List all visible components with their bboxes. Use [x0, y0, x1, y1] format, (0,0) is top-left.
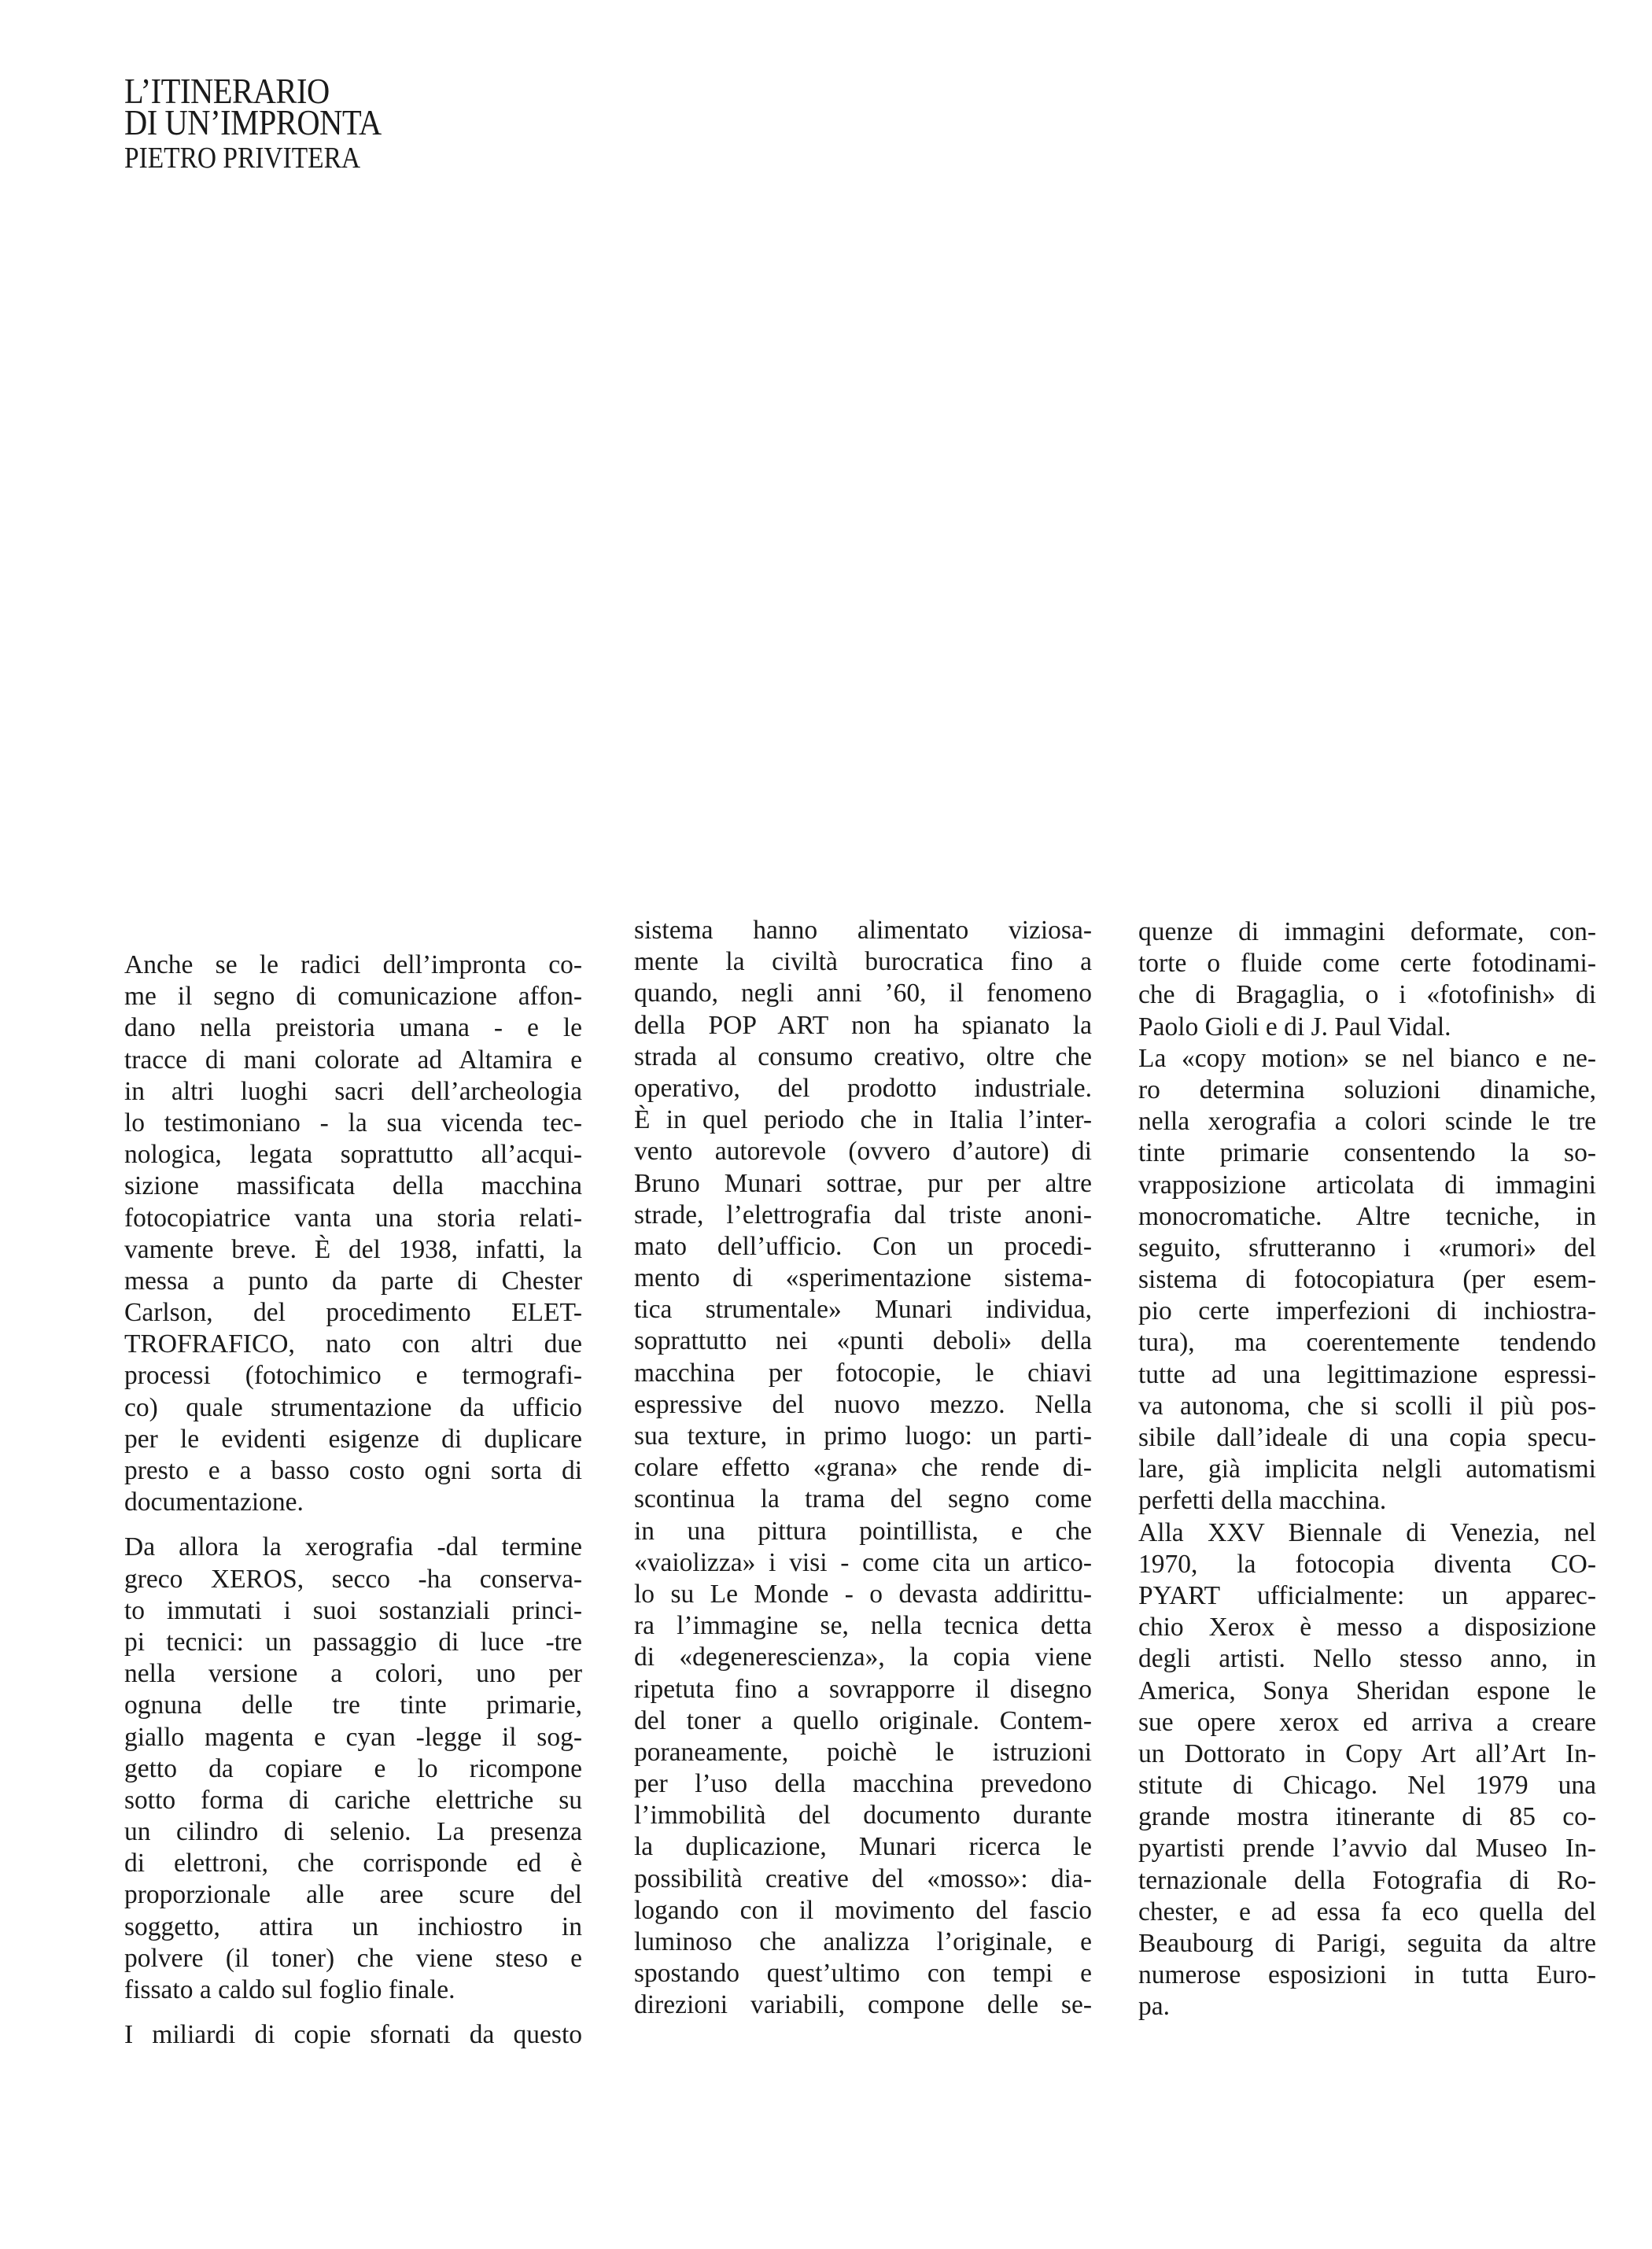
- text-line-content: mato dell’ufficio. Con un procedi-: [634, 1231, 1092, 1261]
- text-line: [634, 915, 1092, 946]
- text-line-content: perfetti della macchina.: [1138, 1486, 1387, 1516]
- text-line: [124, 1532, 582, 1563]
- article-header: [124, 71, 416, 176]
- text-line-content: seguito, sfrutteranno i «rumori» del: [1138, 1233, 1596, 1263]
- text-line: [124, 1329, 582, 1360]
- text-line: [634, 1389, 1092, 1421]
- text-line-content: pa.: [1138, 1992, 1170, 2022]
- text-line: [1138, 948, 1596, 979]
- text-line: [1138, 1707, 1596, 1738]
- text-line-content: sistema hanno alimentato viziosa-: [634, 916, 1092, 945]
- text-line-content: operativo, del prodotto industriale.: [634, 1073, 1092, 1103]
- text-line: [634, 1325, 1092, 1357]
- text-line-content: chester, e ad essa fa eco quella del: [1138, 1897, 1596, 1926]
- text-line-content: un cilindro di selenio. La presenza: [124, 1817, 582, 1847]
- text-line-content: di elettroni, che corrisponde ed è: [124, 1849, 582, 1878]
- text-line: [124, 1722, 582, 1753]
- text-line-content: direzioni variabili, compone delle se-: [634, 1990, 1092, 2020]
- text-line: [634, 1073, 1092, 1104]
- text-line-content: 1970, la fotocopia diventa CO-: [1138, 1549, 1596, 1579]
- text-line: [1138, 1485, 1596, 1517]
- text-line-content: sotto forma di cariche elettriche su: [124, 1785, 582, 1815]
- text-line: [124, 1234, 582, 1266]
- paragraph: [634, 915, 1092, 2022]
- text-line: [1138, 1264, 1596, 1296]
- paragraph: [124, 2019, 582, 2051]
- text-line-content: va autonoma, che si scolli il più pos-: [1138, 1391, 1596, 1421]
- text-line: [1138, 916, 1596, 948]
- text-line-content: nella versione a colori, uno per: [124, 1659, 582, 1689]
- text-column-right: [1138, 916, 1596, 2023]
- text-line: [124, 1424, 582, 1455]
- text-line-content: per l’uso della macchina prevedono: [634, 1769, 1092, 1799]
- text-line-content: getto da copiare e lo ricompone: [124, 1753, 582, 1783]
- text-line: [1138, 1422, 1596, 1454]
- text-line-content: numerose esposizioni in tutta Euro-: [1138, 1960, 1596, 1990]
- text-line-content: ra l’immagine se, nella tecnica detta: [634, 1611, 1092, 1641]
- text-line-content: greco XEROS, secco -ha conserva-: [124, 1564, 582, 1594]
- text-line-content: logando con il movimento del fascio: [634, 1895, 1092, 1925]
- text-line-content: in altri luoghi sacri dell’archeologia: [124, 1076, 582, 1106]
- text-line-content: quando, negli anni ’60, il fenomeno: [634, 979, 1092, 1008]
- text-line-content: Paolo Gioli e di J. Paul Vidal.: [1138, 1012, 1451, 1042]
- text-line: [634, 1136, 1092, 1167]
- article-title-line-1: L’ITINERARIO: [124, 71, 330, 111]
- text-line: [124, 981, 582, 1012]
- text-line: [634, 1705, 1092, 1737]
- text-line: [634, 1231, 1092, 1263]
- text-line-content: proporzionale alle aree scure del: [124, 1880, 582, 1910]
- text-line: [1138, 1865, 1596, 1897]
- text-line-content: Anche se le radici dell’impronta co-: [124, 950, 582, 979]
- text-line: [634, 1294, 1092, 1325]
- text-line-content: fissato a caldo sul foglio finale.: [124, 1975, 455, 2004]
- text-line: [634, 1642, 1092, 1673]
- text-line: [634, 978, 1092, 1009]
- text-line: [1138, 979, 1596, 1011]
- paragraph: [1138, 916, 1596, 1043]
- text-line: [124, 1360, 582, 1392]
- text-line-content: pi tecnici: un passaggio di luce -tre: [124, 1627, 582, 1657]
- text-line: [1138, 1991, 1596, 2022]
- text-line-content: soggetto, attira un inchiostro in: [124, 1912, 582, 1941]
- text-line: [124, 1171, 582, 1202]
- text-line: [634, 1421, 1092, 1452]
- text-line-content: di «degenerescienza», la copia viene: [634, 1643, 1092, 1672]
- text-line: [634, 1768, 1092, 1800]
- text-line-content: tica strumentale» Munari individua,: [634, 1295, 1092, 1325]
- text-line-content: pyartisti prende l’avvio dal Museo In-: [1138, 1834, 1596, 1864]
- text-line: [634, 1263, 1092, 1294]
- text-line: [124, 1690, 582, 1721]
- text-line-content: della POP ART non ha spianato la: [634, 1010, 1092, 1040]
- text-line-content: Carlson, del procedimento ELET-: [124, 1298, 582, 1328]
- text-line: [1138, 1233, 1596, 1264]
- text-line: [634, 1516, 1092, 1547]
- text-line: [634, 1168, 1092, 1200]
- text-line: [124, 1139, 582, 1171]
- text-line-content: giallo magenta e cyan -legge il sog-: [124, 1722, 582, 1752]
- text-line-content: Alla XXV Biennale di Venezia, nel: [1138, 1517, 1596, 1547]
- paragraph: [124, 949, 582, 1518]
- text-line-content: me il segno di comunicazione affon-: [124, 982, 582, 1012]
- text-line: [634, 1737, 1092, 1768]
- text-line-content: ognuna delle tre tinte primarie,: [124, 1690, 582, 1720]
- text-line: [1138, 1327, 1596, 1359]
- text-line: [634, 1579, 1092, 1610]
- text-line-content: processi (fotochimico e termografi-: [124, 1361, 582, 1391]
- text-line-content: stitute di Chicago. Nel 1979 una: [1138, 1771, 1596, 1801]
- text-line-content: I miliardi di copie sfornati da questo: [124, 2020, 582, 2050]
- text-line: [634, 1042, 1092, 1073]
- text-line-content: tura), ma coerentemente tendendo: [1138, 1328, 1596, 1358]
- text-line-content: possibilità creative del «mosso»: dia-: [634, 1864, 1092, 1893]
- text-line: [124, 1076, 582, 1108]
- text-line-content: soprattutto nei «punti deboli» della: [634, 1326, 1092, 1356]
- text-line-content: sua texture, in primo luogo: un parti-: [634, 1421, 1092, 1451]
- paragraph: [1138, 1043, 1596, 1517]
- text-line: [1138, 1391, 1596, 1422]
- text-line-content: poraneamente, poichè le istruzioni: [634, 1737, 1092, 1767]
- text-line-content: luminoso che analizza l’originale, e: [634, 1927, 1092, 1956]
- text-line-content: in una pittura pointillista, e che: [634, 1516, 1092, 1546]
- text-line-content: vamente breve. È del 1938, infatti, la: [124, 1234, 582, 1264]
- text-line: [1138, 1960, 1596, 1991]
- text-line-content: lare, già implicita nelgli automatismi: [1138, 1454, 1596, 1484]
- text-line-content: la duplicazione, Munari ricerca le: [634, 1832, 1092, 1862]
- text-line-content: spostando quest’ultimo con tempi e: [634, 1959, 1092, 1989]
- text-line: [124, 1974, 582, 2006]
- text-line-content: co) quale strumentazione da ufficio: [124, 1392, 582, 1422]
- text-line-content: America, Sonya Sheridan espone le: [1138, 1676, 1596, 1705]
- text-line-content: documentazione.: [124, 1488, 304, 1517]
- text-line-content: strada al consumo creativo, oltre che: [634, 1042, 1092, 1071]
- text-line-content: La «copy motion» se nel bianco e ne-: [1138, 1043, 1596, 1073]
- text-line: [124, 1045, 582, 1076]
- text-line: [124, 1753, 582, 1785]
- text-line: [124, 1487, 582, 1518]
- text-line: [124, 1658, 582, 1690]
- text-line: [1138, 1770, 1596, 1801]
- text-line-content: mento di «sperimentazione sistema-: [634, 1263, 1092, 1293]
- text-line-content: del toner a quello originale. Contem-: [634, 1705, 1092, 1735]
- text-line-content: fotocopiatrice vanta una storia relati-: [124, 1203, 582, 1233]
- text-line-content: nella xerografia a colori scinde le tre: [1138, 1107, 1596, 1137]
- text-line: [124, 949, 582, 981]
- text-line-content: vento autorevole (ovvero d’autore) di: [634, 1137, 1092, 1167]
- text-line-content: quenze di immagini deformate, con-: [1138, 917, 1596, 946]
- text-line-content: tutte ad una legittimazione espressi-: [1138, 1359, 1596, 1389]
- text-line: [1138, 1043, 1596, 1075]
- text-line: [634, 946, 1092, 978]
- text-line-content: nologica, legata soprattutto all’acqui-: [124, 1140, 582, 1170]
- text-line: [1138, 1833, 1596, 1864]
- text-line: [634, 1010, 1092, 1042]
- text-line: [634, 1958, 1092, 1989]
- text-line: [1138, 1359, 1596, 1391]
- text-line-content: grande mostra itinerante di 85 co-: [1138, 1802, 1596, 1832]
- text-column-middle: [634, 915, 1092, 2022]
- text-line-content: degli artisti. Nello stesso anno, in: [1138, 1644, 1596, 1674]
- text-line-content: sibile dall’ideale di una copia specu-: [1138, 1423, 1596, 1452]
- text-line: [1138, 1517, 1596, 1549]
- paragraph: [124, 1532, 582, 2006]
- text-line-content: PYART ufficialmente: un apparec-: [1138, 1580, 1596, 1610]
- text-line: [1138, 1454, 1596, 1485]
- text-line: [1138, 1137, 1596, 1169]
- text-line: [124, 1912, 582, 1943]
- text-line-content: TROFRAFICO, nato con altri due: [124, 1329, 582, 1359]
- text-line: [1138, 1012, 1596, 1043]
- text-line-content: tinte primarie consentendo la so-: [1138, 1138, 1596, 1168]
- text-line-content: l’immobilità del documento durante: [634, 1801, 1092, 1831]
- text-line-content: monocromatiche. Altre tecniche, in: [1138, 1201, 1596, 1231]
- text-line-content: scontinua la trama del segno come: [634, 1484, 1092, 1514]
- text-line: [1138, 1201, 1596, 1233]
- text-line: [634, 1452, 1092, 1484]
- text-line-content: tracce di mani colorate ad Altamira e: [124, 1045, 582, 1075]
- text-line-content: messa a punto da parte di Chester: [124, 1266, 582, 1296]
- text-line-content: sistema di fotocopiatura (per esem-: [1138, 1265, 1596, 1295]
- text-line: [634, 1674, 1092, 1705]
- text-line-content: un Dottorato in Copy Art all’Art In-: [1138, 1738, 1596, 1768]
- text-line: [1138, 1928, 1596, 1960]
- text-line-content: sizione massificata della macchina: [124, 1171, 582, 1201]
- text-line-content: espressive del nuovo mezzo. Nella: [634, 1389, 1092, 1419]
- text-line-content: pio certe imperfezioni di inchiostra-: [1138, 1296, 1596, 1326]
- text-line-content: ro determina soluzioni dinamiche,: [1138, 1075, 1596, 1104]
- text-line: [634, 1484, 1092, 1515]
- text-line-content: Da allora la xerografia -dal termine: [124, 1532, 582, 1562]
- text-line: [1138, 1296, 1596, 1327]
- paragraph: [1138, 1517, 1596, 2023]
- text-line: [1138, 1738, 1596, 1770]
- text-line: [124, 1816, 582, 1848]
- text-line-content: macchina per fotocopie, le chiavi: [634, 1358, 1092, 1388]
- text-line: [124, 1203, 582, 1234]
- text-line: [1138, 1106, 1596, 1137]
- text-line: [124, 1392, 582, 1424]
- text-line: [634, 1104, 1092, 1136]
- text-line: [1138, 1897, 1596, 1928]
- text-line: [1138, 1170, 1596, 1201]
- text-line: [124, 1266, 582, 1297]
- text-line: [1138, 1075, 1596, 1106]
- text-line: [124, 1785, 582, 1816]
- text-line-content: lo testimoniano - la sua vicenda tec-: [124, 1108, 582, 1137]
- text-line: [124, 1627, 582, 1658]
- text-line: [124, 1108, 582, 1139]
- article-author: PIETRO PRIVITERA: [124, 142, 361, 175]
- text-line: [1138, 1612, 1596, 1643]
- text-line: [634, 1831, 1092, 1863]
- text-line: [124, 1455, 582, 1487]
- text-line: [124, 1564, 582, 1595]
- text-line-content: lo su Le Monde - o devasta addirittu-: [634, 1579, 1092, 1609]
- text-line: [124, 2019, 582, 2051]
- text-line: [124, 1943, 582, 1974]
- text-line-content: presto e a basso costo ogni sorta di: [124, 1456, 582, 1485]
- text-line: [124, 1848, 582, 1879]
- text-line: [634, 1989, 1092, 2021]
- text-line: [634, 1800, 1092, 1831]
- text-line-content: Bruno Munari sottrae, pur per altre: [634, 1168, 1092, 1198]
- text-line-content: colare effetto «grana» che rende di-: [634, 1453, 1092, 1483]
- text-line: [124, 1879, 582, 1911]
- text-line-content: Beaubourg di Parigi, seguita da altre: [1138, 1929, 1596, 1958]
- text-line-content: ternazionale della Fotografia di Ro-: [1138, 1865, 1596, 1895]
- text-line: [634, 1926, 1092, 1958]
- text-line: [634, 1200, 1092, 1231]
- article-title-line-2: DI UN’IMPRONTA: [124, 102, 382, 142]
- text-column-left: [124, 949, 582, 2051]
- text-line: [634, 1610, 1092, 1642]
- text-line-content: torte o fluide come certe fotodinami-: [1138, 949, 1596, 979]
- text-line-content: mente la civiltà burocratica fino a: [634, 947, 1092, 977]
- text-line: [634, 1358, 1092, 1389]
- text-line: [1138, 1801, 1596, 1833]
- text-line-content: ripetuta fino a sovrapporre il disegno: [634, 1674, 1092, 1704]
- text-line: [1138, 1676, 1596, 1707]
- text-line-content: per le evidenti esigenze di duplicare: [124, 1424, 582, 1454]
- text-line-content: polvere (il toner) che viene steso e: [124, 1943, 582, 1973]
- text-line: [1138, 1549, 1596, 1580]
- text-line: [124, 1012, 582, 1044]
- text-line: [634, 1864, 1092, 1895]
- text-line: [1138, 1643, 1596, 1675]
- text-line: [124, 1297, 582, 1329]
- text-line: [634, 1895, 1092, 1926]
- text-line-content: chio Xerox è messo a disposizione: [1138, 1613, 1596, 1643]
- text-line-content: to immutati i suoi sostanziali princi-: [124, 1595, 582, 1625]
- text-line: [124, 1595, 582, 1627]
- text-line: [634, 1547, 1092, 1579]
- text-line-content: sue opere xerox ed arriva a creare: [1138, 1707, 1596, 1737]
- text-line-content: È in quel periodo che in Italia l’inter-: [634, 1105, 1092, 1135]
- text-line-content: che di Bragaglia, o i «fotofinish» di: [1138, 980, 1596, 1010]
- text-line: [1138, 1580, 1596, 1612]
- text-line-content: strade, l’elettrografia dal triste anoni-: [634, 1200, 1092, 1230]
- text-line-content: dano nella preistoria umana - e le: [124, 1013, 582, 1043]
- text-line-content: vrapposizione articolata di immagini: [1138, 1170, 1596, 1200]
- text-line-content: «vaiolizza» i visi - come cita un artico-: [634, 1547, 1092, 1577]
